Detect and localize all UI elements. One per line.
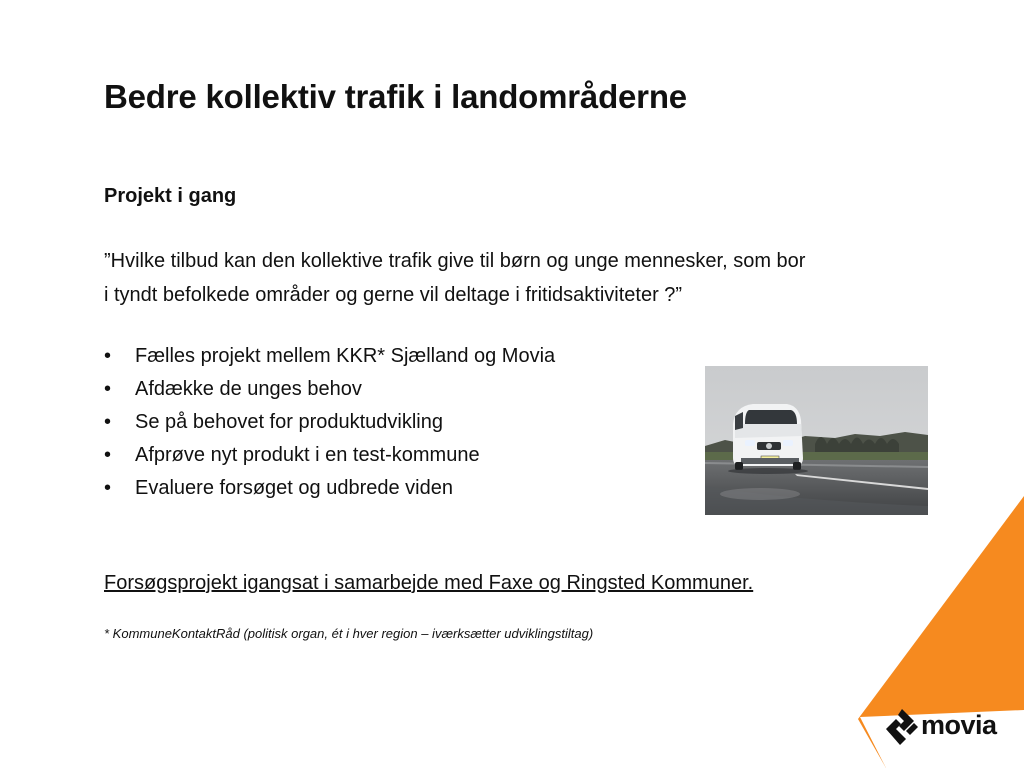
bullet-text: Se på behovet for produktudvikling [135,411,443,433]
logo-wordmark: movia [921,710,997,740]
bullet-marker: • [104,444,112,466]
bullet-text: Afdække de unges behov [135,378,362,400]
slide-subtitle: Projekt i gang [104,185,237,207]
slide-title: Bedre kollektiv trafik i landområderne [104,78,687,115]
bullet-text: Evaluere forsøget og udbrede viden [135,477,453,499]
bullet-marker: • [104,477,112,499]
bullet-text: Fælles projekt mellem KKR* Sjælland og Movia [135,345,556,367]
quote-line-1: ”Hvilke tilbud kan den kollektive trafik give til børn og unge mennesker, som bor [104,250,806,272]
project-partners-link[interactable]: Forsøgsprojekt igangsat i samarbejde med Faxe og Ringsted Kommuner. [104,572,754,594]
bullet-marker: • [104,378,112,400]
kkr-footnote: * KommuneKontaktRåd (politisk organ, ét i hver region – iværksætter udviklingstiltag) [104,626,594,641]
movia-logo [884,707,1002,747]
bullet-marker: • [104,345,112,367]
bullet-text: Afprøve nyt produkt i en test-kommune [135,444,480,466]
movia-chevron-icon [884,707,920,747]
quote-line-2: i tyndt befolkede områder og gerne vil deltage i fritidsaktiviteter ?” [104,284,683,306]
bullet-marker: • [104,411,112,433]
